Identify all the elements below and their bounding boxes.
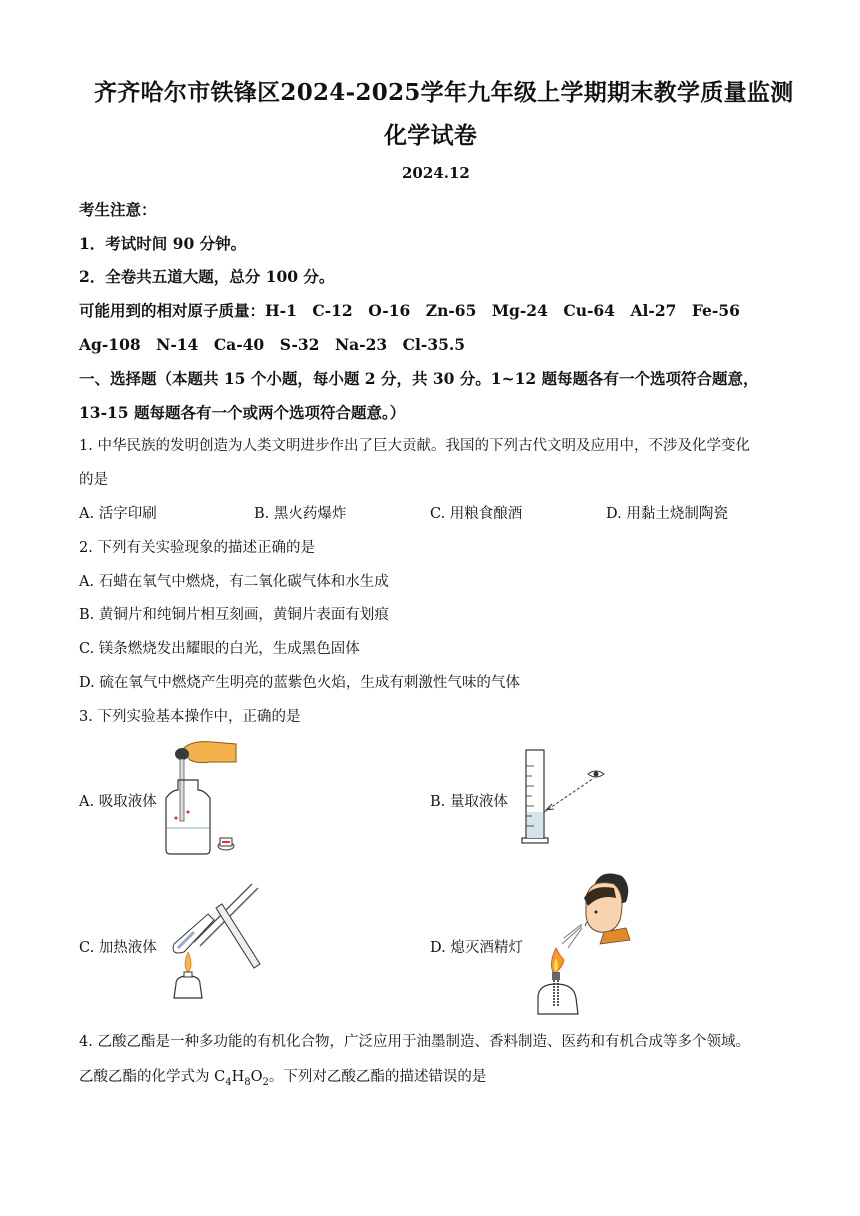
q1-option-c: C. 用粮食酿酒 (430, 506, 523, 522)
q3-stem: 3. 下列实验基本操作中，正确的是 (79, 709, 301, 725)
page-title: 齐齐哈尔市铁锋区2024-2025学年九年级上学期期末教学质量监测 (94, 79, 794, 106)
notice-item-2: 2．全卷共五道大题，总分 100 分。 (79, 267, 335, 286)
q3-option-b: B. 量取液体 (430, 794, 508, 810)
q2-option-c: C. 镁条燃烧发出耀眼的白光，生成黑色固体 (79, 641, 360, 657)
atomic-masses-line-2: Ag-108 N-14 Ca-40 S-32 Na-23 Cl-35.5 (79, 335, 466, 354)
section-heading-line-1: 一、选择题（本题共 15 个小题，每小题 2 分，共 30 分。1~12 题每题各有一个选项符合题意， (79, 369, 759, 388)
graduated-cylinder-figure (520, 746, 610, 846)
q4-stem-post: 。下列对乙酸乙酯的描述错误的是 (268, 1069, 487, 1085)
q1-stem-line-2: 的是 (79, 472, 108, 488)
q4-formula-h: H (231, 1069, 245, 1085)
q4-formula-o: O (250, 1069, 263, 1085)
q4-formula-sub-3: 2 (262, 1076, 269, 1088)
atomic-masses-line-1: 可能用到的相对原子质量：H-1 C-12 O-16 Zn-65 Mg-24 Cu-64 Al-27 Fe-56 (79, 301, 740, 320)
notice-heading: 考生注意： (79, 200, 157, 219)
q3-option-c: C. 加热液体 (79, 940, 157, 956)
exam-date: 2024.12 (402, 164, 470, 182)
q1-stem-line-1: 1. 中华民族的发明创造为人类文明进步作出了巨大贡献。我国的下列古代文明及应用中，不涉及化学变化 (79, 438, 750, 454)
q2-stem: 2. 下列有关实验现象的描述正确的是 (79, 540, 315, 556)
q1-option-d: D. 用黏土烧制陶瓷 (606, 506, 728, 522)
page-subtitle: 化学试卷 (384, 122, 478, 149)
blowing-lamp-figure (534, 868, 634, 1018)
heating-test-tube-figure (164, 880, 264, 1002)
q2-option-d: D. 硫在氧气中燃烧产生明亮的蓝紫色火焰，生成有刺激性气味的气体 (79, 675, 520, 691)
q4-stem-line-1: 4. 乙酸乙酯是一种多功能的有机化合物，广泛应用于油墨制造、香料制造、医药和有机合成等多个领域。 (79, 1034, 750, 1050)
q2-option-a: A. 石蜡在氧气中燃烧，有二氧化碳气体和水生成 (79, 574, 389, 590)
pipette-bottle-figure (160, 738, 240, 856)
q4-stem-pre: 乙酸乙酯的化学式为 C (79, 1069, 226, 1085)
q3-option-a: A. 吸取液体 (79, 794, 157, 810)
q4-stem-line-2 (79, 1065, 486, 1088)
q4-formula-sub-1: 4 (225, 1076, 232, 1088)
notice-item-1: 1．考试时间 90 分钟。 (79, 234, 247, 253)
q4-formula-sub-2: 8 (244, 1076, 251, 1088)
q3-option-d: D. 熄灭酒精灯 (430, 940, 523, 956)
section-heading-line-2: 13-15 题每题各有一个或两个选项符合题意。） (79, 403, 406, 422)
q1-option-b: B. 黑火药爆炸 (254, 506, 347, 522)
q2-option-b: B. 黄铜片和纯铜片相互刻画，黄铜片表面有划痕 (79, 607, 389, 623)
q1-option-a: A. 活字印刷 (79, 506, 157, 522)
